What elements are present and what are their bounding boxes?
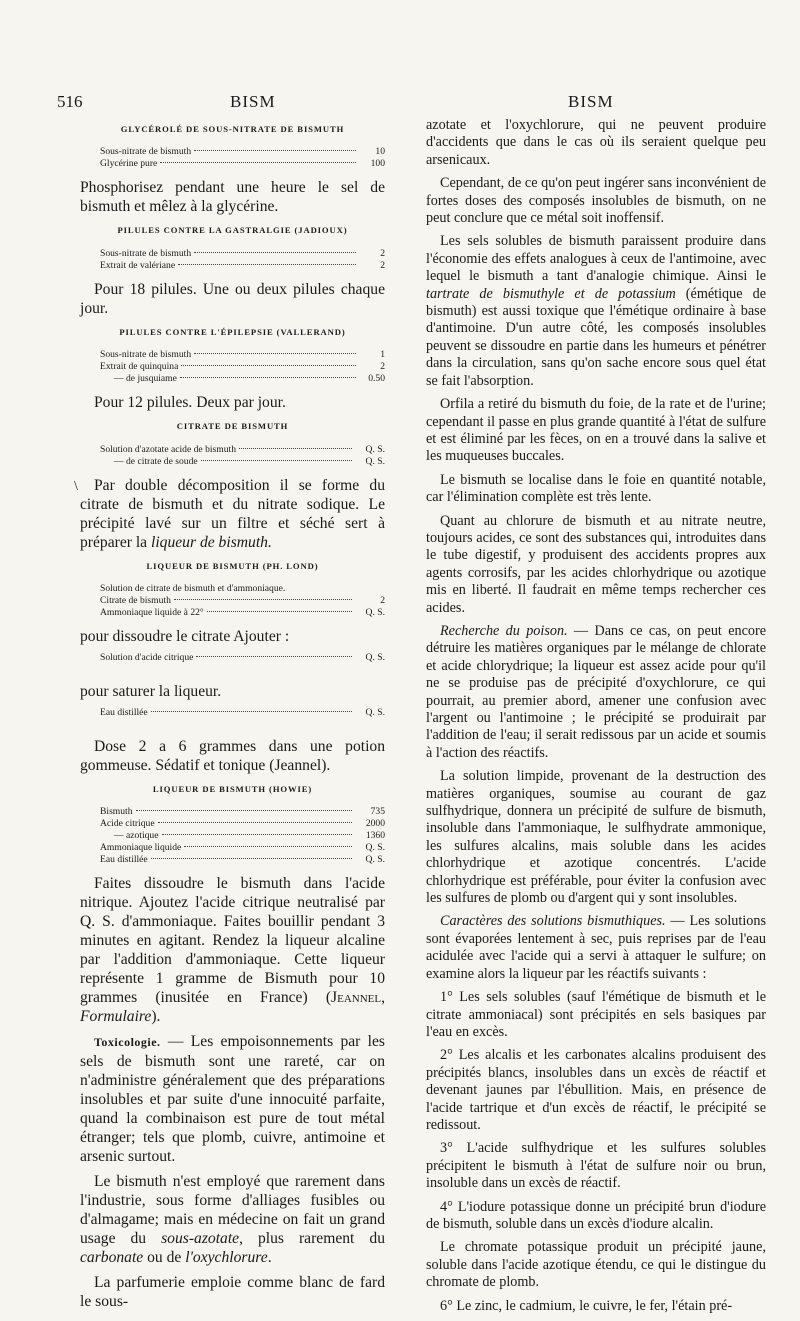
recipe-row bbox=[100, 349, 385, 361]
quantity: Q. S. bbox=[365, 455, 385, 467]
quantity: Q. S. bbox=[365, 842, 385, 854]
ingredient: Ammoniaque liquide bbox=[100, 842, 182, 854]
quantity: 2 bbox=[380, 247, 385, 259]
paragraph: Phosphorisez pendant une heure le sel de bismuth et mêlez à la glycérine. bbox=[80, 179, 385, 216]
ingredient: Eau distillée bbox=[100, 854, 148, 866]
ingredient: Solution d'acide citrique bbox=[100, 652, 194, 664]
recipe-row bbox=[100, 707, 385, 719]
leader-dots bbox=[201, 460, 352, 461]
leader-dots bbox=[151, 711, 352, 712]
leader-dots bbox=[207, 611, 352, 612]
recipe-row bbox=[100, 806, 385, 818]
leader-dots bbox=[194, 252, 356, 253]
quantity: 1 bbox=[380, 349, 385, 361]
quantity: 2 bbox=[380, 259, 385, 271]
margin-mark: \ bbox=[74, 479, 78, 494]
page-number: 516 bbox=[57, 92, 83, 111]
paragraph bbox=[80, 1032, 385, 1166]
recipe-row bbox=[100, 652, 385, 664]
ingredient: Ammoniaque liquide à 22° bbox=[100, 607, 204, 619]
recipe-list bbox=[100, 707, 385, 719]
list-item: 3° L'acide sulfhydrique et les sulfures solubles précipitent le bismuth à l'état de sulfure noir ou brun, insoluble dans un excès de réactif. bbox=[426, 1140, 766, 1192]
list-item: 4° L'iodure potassique donne un précipité brun d'iodure de bismuth, soluble dans un excès d'iodure alcalin. bbox=[426, 1198, 766, 1232]
ingredient: Citrate de bismuth bbox=[100, 595, 171, 607]
paragraph-text: Par double décomposition il se forme du citrate de bismuth et du nitrate sodique. Le précipité lavé sur un filtre et séché sert à préparer la bbox=[80, 476, 385, 551]
paragraph-text: Faites dissoudre le bismuth dans l'acide nitrique. Ajoutez l'acide citrique neutralisé par Q. S. d'ammoniaque. Faites bouillir pendant 3 minutes en agitant. Rendez la liqueur alcaline par l'addition d'ammoniaque. Cette liqueur représente 1 gramme de Bismuth pour 10 grammes (inusitée en France) ( bbox=[80, 875, 385, 1007]
paragraph: Pour 18 pilules. Une ou deux pilules chaque jour. bbox=[80, 280, 385, 317]
ingredient: — azotique bbox=[114, 830, 159, 842]
recipe-row bbox=[100, 595, 385, 607]
recipe-row bbox=[100, 818, 385, 830]
paragraph: La parfumerie emploie comme blanc de fard le sous- bbox=[80, 1274, 385, 1311]
quantity: 10 bbox=[375, 146, 385, 158]
quantity: 100 bbox=[370, 158, 385, 170]
emphasis: l'oxychlorure bbox=[185, 1249, 268, 1267]
paragraph: pour dissoudre le citrate Ajouter : bbox=[80, 628, 290, 646]
paragraph-text: — Les solutions sont évaporées lentement à sec, puis reprises par de l'eau acidulée avec l'acide qui a servi à attaquer le sulfure; on examine alors la liqueur par les réactifs suivants : bbox=[426, 913, 766, 982]
ingredient: — de jusquiame bbox=[114, 373, 177, 385]
ingredient: Extrait de valériane bbox=[100, 259, 176, 271]
paragraph-text: — Les empoisonnements par les sels de bismuth sont une rareté, car on n'administre généralement que des préparations insolubles et par suite d'une innocuité parfaite, quand la combinaison est pure de tout métal étranger; tels que plomb, cuivre, antimoine et arsenic surtout. bbox=[80, 1033, 385, 1166]
recipe-row bbox=[100, 260, 385, 272]
ingredient: — de citrate de soude bbox=[114, 455, 198, 467]
recipe-list bbox=[100, 806, 385, 866]
paragraph bbox=[426, 623, 766, 762]
section-title: PILULES CONTRE LA GASTRALGIE (JADIOUX) bbox=[117, 225, 348, 236]
paragraph bbox=[426, 233, 766, 390]
leader-dots bbox=[181, 365, 356, 366]
left-column bbox=[80, 117, 385, 1317]
right-column bbox=[426, 117, 766, 1321]
paragraph-text: (émétique de bismuth) est aussi toxique que l'émétique ordinaire à base d'antimoine. D'un autre côté, les composés insolubles peuvent se dissoudre en partie dans les humeurs et pénétrer dans la circulation, sans qu'on sache encore sous quel état se fait l'absorption. bbox=[426, 285, 766, 389]
paragraph: Orfila a retiré du bismuth du foie, de la rate et de l'urine; cependant il passe en plus grande quantité à l'état de sulfure et est éliminé par les fèces, on en a trouvé dans la salive et les muqueuses buccales. bbox=[426, 396, 766, 465]
ingredient: Bismuth bbox=[100, 806, 133, 818]
paragraph-text: . bbox=[267, 1249, 272, 1267]
paragraph: Pour 12 pilules. Deux par jour. bbox=[94, 394, 286, 412]
paragraph-text: — Dans ce cas, on peut encore détruire les matières organiques par le mélange de chlorate et acide chlorydrique; la liqueur est assez acide pour qu'il ne se produise pas de précipité d'oxychlorure, ce qui pourrait, au premier abord, amener une confusion avec l'argent ou l'antimoine ; le précipité se produirait par l'addition de l'eau; il serait redissous par un acide et soumis à l'action des réactifs. bbox=[426, 622, 766, 761]
list-item: 2° Les alcalis et les carbonates alcalins produisent des précipités blancs, insolubles dans un excès de réactif et devenant jaunes par l'ébullition. Mais, en présence de l'acide tartrique et d'un excès de réactif, le précipité se redissout. bbox=[426, 1047, 766, 1133]
ingredient: Sous-nitrate de bismuth bbox=[100, 247, 192, 259]
ingredient: Sous-nitrate de bismuth bbox=[100, 349, 192, 361]
section-title: CITRATE DE BISMUTH bbox=[176, 421, 289, 432]
recipe-list bbox=[100, 444, 385, 468]
recipe-row bbox=[100, 373, 385, 385]
paragraph: La solution limpide, provenant de la destruction des matières organiques, soumise au courant de gaz sulfhydrique, donnera un précipité de sulfure de bismuth, insoluble dans l'ammoniaque, le sulfhydrate ammonique, les sulfures alcalins, mais soluble dans les acides chlorhydrique et azotique concentrés. L'acide chlorhydrique est préférable, pour éviter la confusion avec les sulfures de plomb ou d'argent qui y sont insolubles. bbox=[426, 768, 766, 907]
emphasis: Formulaire bbox=[80, 1008, 152, 1026]
quantity: 2 bbox=[380, 595, 385, 607]
paragraph: azotate et l'oxychlorure, qui ne peuvent produire d'accidents que dans le cas où ils seraient quelque peu arsenicaux. bbox=[426, 117, 766, 168]
emphasis: carbonate bbox=[80, 1249, 144, 1267]
quantity: 1360 bbox=[365, 830, 385, 842]
recipe-list bbox=[100, 652, 385, 664]
running-title-right: BISM bbox=[568, 92, 614, 111]
emphasis: tartrate de bismuthyle et de potassium bbox=[426, 285, 676, 302]
quantity: 0.50 bbox=[368, 373, 385, 385]
ingredient: Sous-nitrate de bismuth bbox=[100, 146, 192, 158]
paragraph-text: ou de bbox=[143, 1249, 186, 1267]
paragraph-text: ). bbox=[151, 1008, 161, 1026]
recipe-list bbox=[100, 583, 385, 619]
leader-dots bbox=[194, 353, 356, 354]
quantity: Q. S. bbox=[365, 707, 385, 719]
paragraph: Cependant, de ce qu'on peut ingérer sans inconvénient de fortes doses des composés insolubles de bismuth, on ne peut conclure que ce métal soit inoffensif. bbox=[426, 175, 766, 227]
paragraph-text: Le bismuth n'est employé que rarement dans l'industrie, sous forme d'alliages fusibles ou d'almagame; mais en médecine on fait un grand usage du bbox=[80, 1173, 385, 1248]
section-title: PILULES CONTRE L'ÉPILEPSIE (VALLERAND) bbox=[119, 326, 346, 337]
paragraph: Dose 2 a 6 grammes dans une potion gommeuse. Sédatif et tonique (Jeannel). bbox=[80, 738, 385, 775]
list-item: 6° Le zinc, le cadmium, le cuivre, le fer, l'étain pré- bbox=[440, 1297, 733, 1314]
quantity: 2000 bbox=[365, 818, 385, 830]
recipe-list bbox=[100, 248, 385, 272]
recipe-list bbox=[100, 349, 385, 385]
section-keyword: Toxicologie. bbox=[94, 1035, 161, 1050]
emphasis: Caractères des solutions bismuthiques. bbox=[440, 913, 666, 930]
recipe-row bbox=[100, 842, 385, 854]
author-name: Jeannel bbox=[331, 989, 382, 1007]
list-item: Le chromate potassique produit un précipité jaune, soluble dans l'acide azotique étendu, ce qui le distingue du chromate de plomb. bbox=[426, 1239, 766, 1291]
emphasis: liqueur de bismuth. bbox=[151, 533, 272, 551]
recipe-row bbox=[100, 830, 385, 842]
leader-dots bbox=[174, 599, 352, 600]
leader-dots bbox=[178, 264, 356, 265]
leader-dots bbox=[158, 822, 352, 823]
paragraph: Quant au chlorure de bismuth et au nitrate neutre, toujours acides, ce sont des substances qui, introduites dans le tube digestif, y produisent des accidents propres aux agents corrosifs, par les acides chlorhydrique ou azotique mis en liberté. Il faudrait en même temps rechercher ces acides. bbox=[426, 512, 766, 616]
quantity: Q. S. bbox=[365, 607, 385, 619]
paragraph-text: , bbox=[381, 989, 385, 1007]
ingredient: Eau distillée bbox=[100, 707, 148, 719]
leader-dots bbox=[136, 810, 352, 811]
paragraph bbox=[80, 476, 385, 552]
leader-dots bbox=[196, 656, 352, 657]
emphasis: sous-azotate bbox=[161, 1230, 240, 1248]
paragraph-text: Les sels solubles de bismuth paraissent produire dans l'économie des effets analogues à ceux de l'antimoine, avec lequel le bismuth a tant d'analogie chimique. Ainsi le bbox=[426, 233, 766, 285]
ingredient: Solution de citrate de bismuth et d'ammoniaque. bbox=[100, 583, 286, 595]
quantity: Q. S. bbox=[365, 652, 385, 664]
recipe-row bbox=[100, 248, 385, 260]
leader-dots bbox=[239, 448, 352, 449]
recipe-row bbox=[100, 146, 385, 158]
ingredient: Solution d'azotate acide de bismuth bbox=[100, 443, 237, 455]
recipe-row bbox=[100, 607, 385, 619]
paragraph: Le bismuth se localise dans le foie en quantité notable, car l'élimination complète est très lente. bbox=[426, 471, 766, 506]
recipe-row bbox=[100, 361, 385, 373]
paragraph bbox=[80, 874, 385, 1026]
recipe-row bbox=[100, 854, 385, 866]
paragraph-text: , plus rarement du bbox=[239, 1230, 385, 1248]
paragraph: pour saturer la liqueur. bbox=[80, 683, 222, 701]
quantity: 735 bbox=[370, 806, 385, 818]
section-title: GLYCÉROLÉ DE SOUS-NITRATE DE BISMUTH bbox=[120, 124, 345, 134]
recipe-row bbox=[100, 583, 385, 595]
ingredient: Acide citrique bbox=[100, 818, 155, 830]
paragraph bbox=[80, 1172, 385, 1267]
ingredient: Extrait de quinquina bbox=[100, 361, 179, 373]
paragraph bbox=[426, 913, 766, 983]
leader-dots bbox=[194, 150, 356, 151]
recipe-list bbox=[100, 146, 385, 170]
emphasis: Recherche du poison. bbox=[440, 622, 568, 639]
section-title: LIQUEUR DE BISMUTH (PH. LOND) bbox=[146, 560, 319, 571]
quantity: Q. S. bbox=[365, 443, 385, 455]
leader-dots bbox=[180, 377, 356, 378]
recipe-row bbox=[100, 158, 385, 170]
list-item: 1° Les sels solubles (sauf l'émétique de bismuth et le citrate ammoniacal) sont précipités en sels basiques par l'eau en excès. bbox=[426, 989, 766, 1040]
leader-dots bbox=[160, 162, 356, 163]
leader-dots bbox=[151, 858, 352, 859]
ingredient: Glycérine pure bbox=[100, 158, 158, 170]
quantity: 2 bbox=[380, 361, 385, 373]
leader-dots bbox=[162, 834, 353, 835]
leader-dots bbox=[184, 846, 352, 847]
running-title-left: BISM bbox=[230, 92, 276, 111]
recipe-row bbox=[100, 456, 385, 468]
section-title: LIQUEUR DE BISMUTH (HOWIE) bbox=[152, 784, 313, 795]
recipe-row bbox=[100, 444, 385, 456]
quantity: Q. S. bbox=[365, 854, 385, 866]
